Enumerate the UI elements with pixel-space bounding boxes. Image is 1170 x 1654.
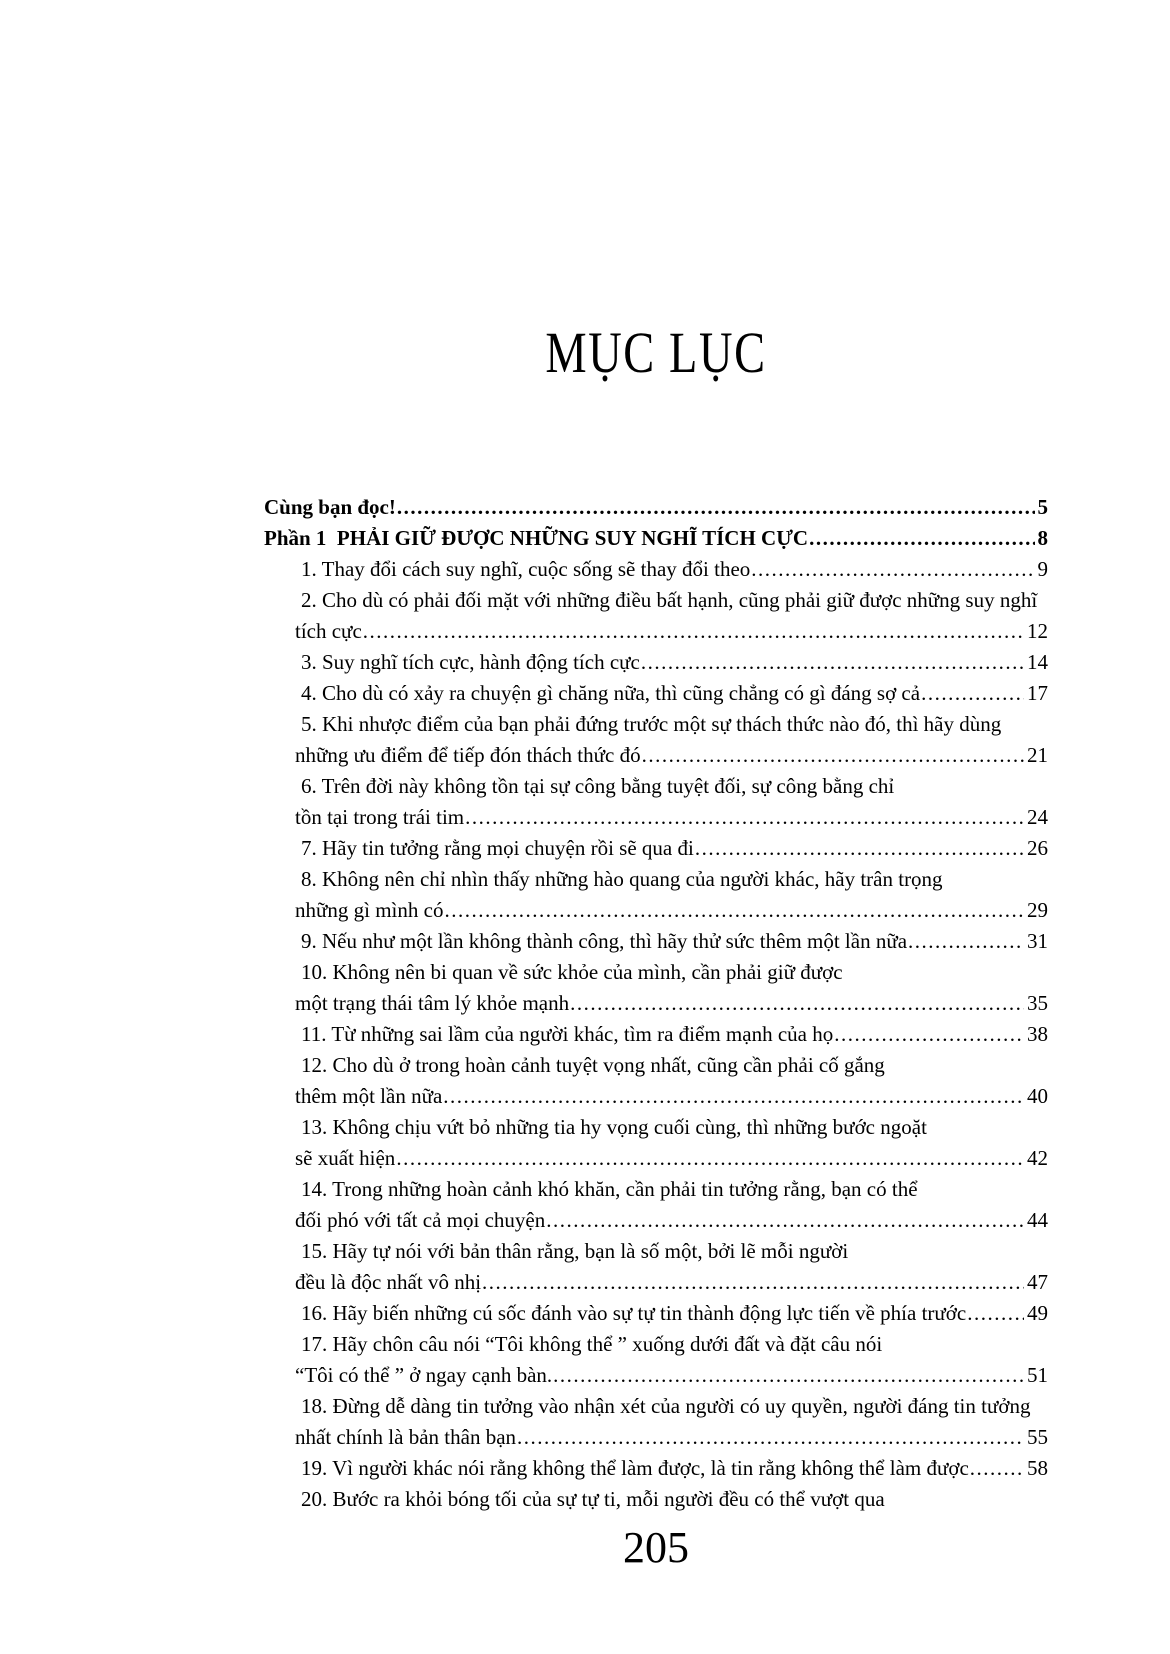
toc-page-number: 12 — [1027, 619, 1048, 643]
toc-dot-leader — [396, 1143, 1024, 1174]
toc-entry-text: Phần 1 PHẢI GIỮ ĐƯỢC NHỮNG SUY NGHĨ TÍCH CỰC — [264, 526, 809, 550]
toc-entry-text: 9. Nếu như một lần không thành công, thì hãy thử sức thêm một lần nữa — [301, 929, 908, 953]
toc-entry-text: 10. Không nên bi quan về sức khỏe của mình, cần phải giữ được — [301, 960, 843, 984]
toc-entry — [264, 647, 1048, 678]
toc-entry — [264, 1174, 1048, 1205]
toc-entry — [264, 1391, 1048, 1422]
toc-entry — [264, 988, 1048, 1019]
toc-entry — [264, 1484, 1048, 1515]
toc-page-number: 5 — [1037, 495, 1048, 519]
toc-entry — [264, 1081, 1048, 1112]
toc-entry-text: 3. Suy nghĩ tích cực, hành động tích cực — [301, 650, 640, 674]
toc-dot-leader — [834, 1019, 1024, 1050]
toc-page-number: 38 — [1027, 1022, 1048, 1046]
table-of-contents — [264, 492, 1048, 1515]
toc-page-number: 26 — [1027, 836, 1048, 860]
toc-dot-leader — [751, 554, 1034, 585]
toc-entry-text: một trạng thái tâm lý khỏe mạnh — [295, 991, 570, 1015]
toc-entry — [264, 709, 1048, 740]
toc-entry — [264, 864, 1048, 895]
toc-dot-leader — [553, 1360, 1024, 1391]
page-content — [264, 0, 1048, 1654]
toc-entry-text: tích cực — [295, 619, 362, 643]
toc-entry-text: những ưu điểm để tiếp đón thách thức đó — [295, 743, 641, 767]
toc-page-number: 58 — [1027, 1456, 1048, 1480]
toc-dot-leader — [970, 1453, 1024, 1484]
toc-entry — [264, 616, 1048, 647]
toc-entry-text: 19. Vì người khác nói rằng không thể làm được, là tin rằng không thể làm được — [301, 1456, 969, 1480]
toc-entry — [264, 554, 1048, 585]
toc-entry-text: 8. Không nên chỉ nhìn thấy những hào quang của người khác, hãy trân trọng — [301, 867, 943, 891]
toc-dot-leader — [921, 678, 1024, 709]
toc-page-number: 40 — [1027, 1084, 1048, 1108]
toc-entry-text: 7. Hãy tin tưởng rằng mọi chuyện rồi sẽ qua đi — [301, 836, 694, 860]
toc-dot-leader — [908, 926, 1024, 957]
toc-dot-leader — [809, 523, 1034, 554]
toc-entry — [264, 740, 1048, 771]
toc-entry-text: 17. Hãy chôn câu nói “Tôi không thể ” xuống dưới đất và đặt câu nói — [301, 1332, 883, 1356]
toc-entry — [264, 1112, 1048, 1143]
toc-entry-text: đối phó với tất cả mọi chuyện — [295, 1208, 546, 1232]
toc-entry-text: 1. Thay đổi cách suy nghĩ, cuộc sống sẽ thay đổi theo — [301, 557, 751, 581]
toc-entry-text: 11. Từ những sai lầm của người khác, tìm ra điểm mạnh của họ — [301, 1022, 834, 1046]
toc-entry — [264, 585, 1048, 616]
toc-entry — [264, 1329, 1048, 1360]
toc-entry — [264, 1298, 1048, 1329]
toc-entry-text: đều là độc nhất vô nhị — [295, 1270, 482, 1294]
toc-entry — [264, 802, 1048, 833]
toc-entry — [264, 926, 1048, 957]
toc-dot-leader — [967, 1298, 1024, 1329]
toc-entry — [264, 1453, 1048, 1484]
toc-dot-leader — [363, 616, 1024, 647]
toc-entry — [264, 1267, 1048, 1298]
toc-entry — [264, 492, 1048, 523]
toc-page-number: 29 — [1027, 898, 1048, 922]
toc-dot-leader — [641, 647, 1024, 678]
page-title: MỤC LỤC — [545, 320, 767, 385]
toc-page-number: 55 — [1027, 1425, 1048, 1449]
toc-dot-leader — [517, 1422, 1024, 1453]
toc-entry-text: nhất chính là bản thân bạn — [295, 1425, 517, 1449]
toc-entry — [264, 833, 1048, 864]
toc-entry-text: 20. Bước ra khỏi bóng tối của sự tự ti, mỗi người đều có thể vượt qua — [301, 1487, 885, 1511]
toc-dot-leader — [443, 1081, 1024, 1112]
toc-entry-text: Cùng bạn đọc! — [264, 495, 396, 519]
toc-page-number: 51 — [1027, 1363, 1048, 1387]
toc-page-number: 31 — [1027, 929, 1048, 953]
toc-dot-leader — [482, 1267, 1024, 1298]
toc-entry-text: 4. Cho dù có xảy ra chuyện gì chăng nữa, thì cũng chẳng có gì đáng sợ cả — [301, 681, 921, 705]
toc-entry-text: 15. Hãy tự nói với bản thân rằng, bạn là số một, bởi lẽ mỗi người — [301, 1239, 849, 1263]
toc-entry — [264, 1050, 1048, 1081]
toc-dot-leader — [397, 492, 1035, 523]
toc-entry — [264, 771, 1048, 802]
toc-page-number: 8 — [1037, 526, 1048, 550]
toc-entry — [264, 1143, 1048, 1174]
toc-entry-text: thêm một lần nữa — [295, 1084, 443, 1108]
toc-page-number: 14 — [1027, 650, 1048, 674]
toc-entry — [264, 1019, 1048, 1050]
toc-entry — [264, 895, 1048, 926]
toc-page-number: 21 — [1027, 743, 1048, 767]
toc-dot-leader — [444, 895, 1024, 926]
toc-page-number: 47 — [1027, 1270, 1048, 1294]
toc-dot-leader — [546, 1205, 1024, 1236]
footer-page-number: 205 — [623, 1523, 689, 1572]
toc-entry — [264, 1360, 1048, 1391]
toc-entry-text: 2. Cho dù có phải đối mặt với những điều bất hạnh, cũng phải giữ được những suy nghĩ — [301, 588, 1038, 612]
toc-page-number: 35 — [1027, 991, 1048, 1015]
toc-entry-text: 14. Trong những hoàn cảnh khó khăn, cần phải tin tưởng rằng, bạn có thể — [301, 1177, 918, 1201]
toc-dot-leader — [695, 833, 1024, 864]
toc-entry — [264, 1205, 1048, 1236]
toc-entry-text: “Tôi có thể ” ở ngay cạnh bàn. — [295, 1363, 553, 1387]
toc-entry — [264, 523, 1048, 554]
toc-dot-leader — [642, 740, 1024, 771]
toc-dot-leader — [570, 988, 1024, 1019]
toc-entry-text: 12. Cho dù ở trong hoàn cảnh tuyệt vọng nhất, cũng cần phải cố gắng — [301, 1053, 885, 1077]
toc-entry — [264, 1236, 1048, 1267]
toc-entry-text: 18. Đừng dễ dàng tin tưởng vào nhận xét của người có uy quyền, người đáng tin tưởng — [301, 1394, 1031, 1418]
toc-entry-text: 6. Trên đời này không tồn tại sự công bằng tuyệt đối, sự công bằng chỉ — [301, 774, 895, 798]
toc-entry-text: 16. Hãy biến những cú sốc đánh vào sự tự tin thành động lực tiến về phía trước — [301, 1301, 967, 1325]
toc-page-number: 49 — [1027, 1301, 1048, 1325]
toc-page-number: 24 — [1027, 805, 1048, 829]
toc-entry — [264, 1422, 1048, 1453]
toc-entry-text: 5. Khi nhược điểm của bạn phải đứng trước một sự thách thức nào đó, thì hãy dùng — [301, 712, 1002, 736]
toc-entry-text: tồn tại trong trái tim — [295, 805, 465, 829]
toc-entry-text: 13. Không chịu vứt bỏ những tia hy vọng cuối cùng, thì những bước ngoặt — [301, 1115, 927, 1139]
toc-entry-text: những gì mình có — [295, 898, 444, 922]
toc-page-number: 44 — [1027, 1208, 1048, 1232]
toc-entry-text: sẽ xuất hiện — [295, 1146, 396, 1170]
toc-entry — [264, 957, 1048, 988]
toc-page-number: 17 — [1027, 681, 1048, 705]
toc-entry — [264, 678, 1048, 709]
toc-page-number: 9 — [1037, 557, 1048, 581]
toc-dot-leader — [465, 802, 1024, 833]
toc-page-number: 42 — [1027, 1146, 1048, 1170]
